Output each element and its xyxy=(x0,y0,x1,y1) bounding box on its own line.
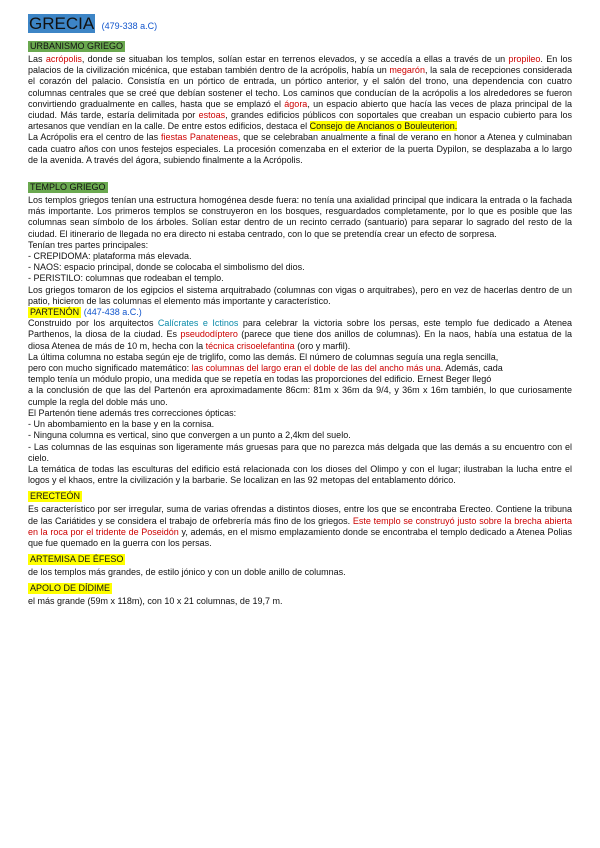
text-line: el más grande (59m x 118m), con 10 x 21 columnas, de 19,7 m. xyxy=(28,596,283,607)
text-line: Tenían tres partes principales: xyxy=(28,239,149,250)
section-heading-erecteon: ERECTEÓN xyxy=(30,491,81,502)
red-term: ágora xyxy=(284,98,308,109)
paragraph-templo-1: Los templos griegos tenían una estructura homogénea desde fuera: no tenía una axialidad principal que indicara la entrada o la fachada más importante. Los primeros templos se construyeron en los bosques, resguardados completamente, por lo que es posible que las columnas sean símbolo de los árboles. Solían estar dentro de un recinto cerrado (santuario) para separar lo sagrado del resto de la ciudad. El itinerario de llegada no era directo ni estaba centrado, con lo que se pretendía crear un efecto de sorpresa. xyxy=(28,195,572,239)
red-term: técnica crisoelefantina xyxy=(205,340,295,351)
section-heading-apolo: APOLO DE DÍDIME xyxy=(30,583,111,594)
red-term: propileo xyxy=(508,54,541,64)
paragraph-templo-2: Los griegos tomaron de los egipcios el sistema arquitrabado (columnas con vigas o arquitrabes), pero en vez de hacerlas dentro de un patio, hicieron de las columnas el elemento más importante y característico. xyxy=(28,284,572,306)
spacer xyxy=(28,166,572,177)
text-line: El Partenón tiene además tres correcciones ópticas: xyxy=(28,407,237,418)
paragraph-partenon-4: La temática de todas las esculturas del edificio está relacionada con los dioses del Olimpo y con el lugar; ilustraban la lucha entre el logos y el khaos, entre la civilización y la barbarie. Se localizan en las 92 metopas del entablamento dórico. xyxy=(28,463,572,486)
partenon-heading-row xyxy=(28,307,572,318)
red-term: fiestas Panateneas xyxy=(161,132,238,143)
document-page xyxy=(28,14,572,608)
text-line: de los templos más grandes, de estilo jónico y con un doble anillo de columnas. xyxy=(28,567,346,578)
text-line: La última columna no estaba según eje de triglifo, como las demás. El número de columnas seguía una regla sencilla, xyxy=(28,351,499,362)
title-row xyxy=(28,14,572,36)
page-title: GRECIA xyxy=(29,14,95,33)
paragraph-partenon-3: - Las columnas de las esquinas son ligeramente más gruesas para que no parezca más delgada que las demás a su encuentro con el cielo. xyxy=(28,441,572,463)
red-term: megarón xyxy=(389,65,425,76)
highlighted-term: Consejo de Ancianos o Bouleuterion. xyxy=(309,121,458,132)
paragraph-urbanismo-1: Las acrópolis, donde se situaban los templos, solían estar en terrenos elevados, y se accedía a ellas a través de un propileo. En los palacios de la civilización micénica, que estaban también dentro de la acrópolis, había un megarón, la sala de recepciones considerada el corazón del palacio. Consistía en un pórtico de entrada, un pórtico anterior, y el salón del trono, una dependencia con cuatro columnas centrales que se creé que debían sostener el techo. Los caminos que conducían de la acrópolis a los alrededores se fueron convirtiendo gradualmente en calles, hasta que se emplazó el ágora, un espacio abierto que hacía las veces de plaza principal de la ciudad. Más tarde, estaría delimitada por estoas, grandes edificios públicos con soportales que creaban un espacio cubierto para los artesanos que vendían en la calle. De entre estos edificios, destaca el Consejo de Ancianos o Bouleuterion. xyxy=(28,54,573,132)
partenon-dates: (447-438 a.C.) xyxy=(83,307,142,318)
paragraph-partenon-1: Construido por los arquitectos Calícrates e Ictinos para celebrar la victoria sobre los persas, este templo fue dedicado a Atenea Parthenos, la diosa de la ciudad. Es pseudodíptero (parece que tiene dos anillos de columnas). En la naos, había una estatua de la diosa Atenea de más de 10 m, hecha con la técnica crisoelefantina (oro y marfil). xyxy=(28,318,573,351)
paragraph-partenon-2: a la conclusión de que las del Partenón era aproximadamente 86cm: 81m x 36m da 9/4, y 36m x 16m también, lo que curiosamente cumple la regla del doble más uno. xyxy=(28,385,572,407)
paragraph-urbanismo-2: La Acrópolis era el centro de las fiestas Panateneas, que se celebraban anualmente a final de verano en honor a Atenea y culminaban cada cuatro años con unos festejos especiales. La procesión comenzaba en el exterior de la puerta Dypilon, se desplazaba a lo largo de la avenida. A través del ágora, subiendo finalmente a la Acrópolis. xyxy=(28,132,573,165)
red-term: acrópolis xyxy=(45,54,82,64)
text-line: - CREPIDOMA: plataforma más elevada. xyxy=(28,251,192,262)
red-term: pseudodíptero xyxy=(180,329,238,340)
paragraph-erecteon: Es característico por ser irregular, suma de varias ofrendas a distintos dioses, entre los que se encontraba Erecteo. Contiene la tribuna de las Cariátides y se considera el trabajo de orfebrería más fino de los griegos. Este templo se construyó justo sobre la brecha abierta en la roca por el tridente de Poseidón y, además, en el mismo emplazamiento donde se encontraba el templo dedicado a Atenea Polias que fue quemado en la guerra con los persas. xyxy=(28,504,572,548)
red-term: las columnas del largo eran el doble de las del ancho más una xyxy=(191,363,441,374)
teal-term: Calícrates e Ictinos xyxy=(157,318,239,329)
text-line: pero con mucho significado matemático: las columnas del largo eran el doble de las del ancho más una. Además, cada xyxy=(28,363,503,374)
text-line: - Un abombamiento en la base y en la cornisa. xyxy=(28,419,215,430)
section-heading-partenon: PARTENÓN xyxy=(30,307,80,318)
text-line: - Ninguna columna es vertical, sino que convergen a un punto a 2,4km del suelo. xyxy=(28,430,351,441)
section-heading-urbanismo: URBANISMO GRIEGO xyxy=(30,41,124,51)
text-line: templo tenía un módulo propio, una medida que se repetía en todas las proporciones del edificio. Ernest Beger llegó xyxy=(28,374,492,385)
text-line: - PERISTILO: columnas que rodeaban el templo. xyxy=(28,273,224,284)
section-heading-artemisa: ARTEMISA DE ÉFESO xyxy=(30,554,124,565)
red-term: estoas xyxy=(198,110,226,121)
section-heading-templo: TEMPLO GRIEGO xyxy=(30,182,106,193)
red-term: Este templo se construyó justo sobre la brecha abierta en la roca por el tridente de Poseidón xyxy=(28,515,572,537)
text-line: - NAOS: espacio principal, donde se colocaba el simbolismo del dios. xyxy=(28,262,305,273)
title-dates: (479-338 a.C) xyxy=(101,21,158,31)
